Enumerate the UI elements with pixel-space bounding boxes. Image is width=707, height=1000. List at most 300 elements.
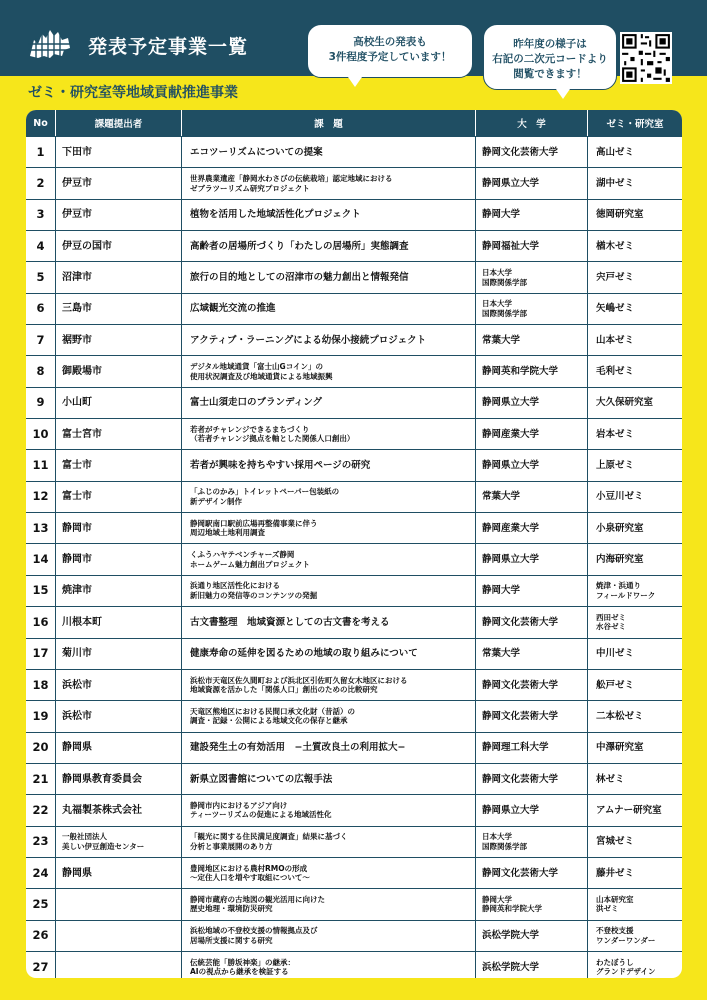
cell-org	[56, 450, 182, 480]
table-row	[26, 136, 682, 167]
table-row	[26, 606, 682, 637]
cell-no	[26, 921, 56, 951]
cell-lab-text: 湖中ゼミ	[596, 178, 635, 190]
cell-subject	[182, 795, 476, 825]
cell-lab-text: 山本ゼミ	[596, 334, 635, 346]
cell-university	[476, 889, 588, 919]
cell-subject-text: 若者がチャレンジできるまちづくり （若者チャレンジ拠点を軸とした関係人口創出）	[190, 424, 355, 444]
cell-no	[26, 889, 56, 919]
cell-lab-text: わたぼうし グランドデザイン	[596, 957, 656, 977]
cell-lab	[588, 764, 682, 794]
cell-university	[476, 795, 588, 825]
cell-university-text: 静岡県立大学	[482, 178, 540, 190]
cell-lab-text: 小泉研究室	[596, 522, 644, 534]
cell-subject	[182, 262, 476, 292]
cell-subject-text: 旅行の目的地としての沼津市の魅力創出と情報発信	[190, 272, 409, 284]
cell-lab	[588, 450, 682, 480]
column-header-org: 課題提出者	[56, 110, 182, 136]
cell-org-text: 浜松市	[62, 679, 92, 691]
cell-subject	[182, 168, 476, 198]
cell-no	[26, 670, 56, 700]
cell-subject-text: 静岡市内におけるアジア向け ティーツーリズムの促進による地域活性化	[190, 800, 332, 820]
cell-org-text: 焼津市	[62, 585, 92, 597]
table-row	[26, 481, 682, 512]
table-row	[26, 512, 682, 543]
cell-university	[476, 576, 588, 606]
cell-no	[26, 701, 56, 731]
cell-university-text: 静岡文化芸術大学	[482, 616, 559, 628]
cell-lab	[588, 952, 682, 978]
cell-subject	[182, 137, 476, 167]
cell-org	[56, 544, 182, 574]
cell-subject-text: 古文書整理 地域資源としての古文書を考える	[190, 616, 390, 628]
cell-org-text: 静岡市	[62, 522, 92, 534]
cell-org	[56, 670, 182, 700]
cell-no-text: 8	[36, 364, 45, 379]
cell-subject-text: くふうハヤテベンチャーズ静岡 ホームゲーム魅力創出プロジェクト	[190, 550, 310, 569]
cell-no	[26, 356, 56, 386]
table-row	[26, 199, 682, 230]
table-body	[26, 136, 682, 978]
table-row	[26, 669, 682, 700]
table-row	[26, 543, 682, 574]
cell-university	[476, 921, 588, 951]
table-row	[26, 575, 682, 606]
cell-lab-text: 宍戸ゼミ	[596, 272, 635, 284]
column-header-subject: 課 題	[182, 110, 476, 136]
cell-subject-text: 浜松地域の不登校支援の情報拠点及び 居場所支援に関する研究	[190, 926, 318, 945]
cell-no-text: 11	[32, 458, 49, 473]
cell-no	[26, 262, 56, 292]
table-row	[26, 638, 682, 669]
cell-org	[56, 764, 182, 794]
cell-university	[476, 388, 588, 418]
qr-code-icon[interactable]	[620, 32, 672, 84]
cell-org-text: 富士宮市	[62, 428, 102, 440]
cell-lab-text: 不登校支援 ワンダーワンダー	[596, 926, 656, 945]
table-row	[26, 261, 682, 292]
cell-university	[476, 952, 588, 978]
cell-no	[26, 827, 56, 857]
cell-university	[476, 733, 588, 763]
cell-no-text: 24	[32, 865, 49, 880]
cell-lab-text: 楢木ゼミ	[596, 240, 635, 252]
cell-org	[56, 294, 182, 324]
cell-subject-text: 新県立図書館についての広報手法	[190, 773, 333, 785]
table-row	[26, 449, 682, 480]
table-row	[26, 794, 682, 825]
table-row	[26, 763, 682, 794]
cell-no-text: 2	[36, 176, 45, 191]
table-row	[26, 700, 682, 731]
cell-university-text: 静岡文化芸術大学	[482, 146, 559, 158]
cell-subject-text: 「観光に関する住民満足度調査」結果に基づく 分析と事業展開のあり方	[190, 832, 348, 851]
cell-no	[26, 952, 56, 978]
cell-no-text: 5	[36, 270, 45, 285]
cell-lab	[588, 701, 682, 731]
cell-university	[476, 200, 588, 230]
cell-subject-text: 天竜区熊地区における民間口承文化財（昔話）の 調査・記録・公開による地域文化の保存と継承	[190, 706, 355, 726]
cell-subject	[182, 639, 476, 669]
bubble-line: 閲覧できます！	[513, 68, 587, 80]
cell-university-text: 静岡大学	[482, 585, 521, 597]
bubble-line: 昨年度の様子は	[513, 38, 587, 50]
cell-lab	[588, 356, 682, 386]
cell-lab-text: 藤井ゼミ	[596, 867, 635, 879]
table-row	[26, 324, 682, 355]
cell-lab	[588, 607, 682, 637]
cell-subject-text: 静岡駅南口駅前広場再整備事業に伴う 周辺地域土地利用調査	[190, 518, 318, 538]
cell-no-text: 18	[32, 677, 49, 692]
cell-university-text: 静岡大学 静岡英和学院大学	[482, 894, 542, 914]
cell-lab	[588, 419, 682, 449]
cell-no	[26, 733, 56, 763]
cell-org	[56, 356, 182, 386]
cell-no-text: 6	[36, 301, 45, 316]
cell-subject-text: 富士山須走口のブランディング	[190, 397, 323, 409]
cell-org-text: 下田市	[62, 146, 92, 158]
cell-lab	[588, 482, 682, 512]
cell-subject	[182, 356, 476, 386]
column-header-university: 大 学	[476, 110, 588, 136]
cell-university	[476, 670, 588, 700]
cell-university-text: 静岡県立大学	[482, 460, 540, 472]
cell-no	[26, 576, 56, 606]
cell-lab-text: 林ゼミ	[596, 773, 625, 785]
cell-org	[56, 639, 182, 669]
cell-no	[26, 325, 56, 355]
cell-university-text: 静岡福祉大学	[482, 240, 540, 252]
cell-lab	[588, 576, 682, 606]
column-header-lab: ゼミ・研究室	[606, 119, 664, 130]
shizuoka-map-logo-icon	[28, 26, 72, 60]
cell-no-text: 26	[32, 928, 49, 943]
cell-org	[56, 168, 182, 198]
table-row	[26, 293, 682, 324]
cell-subject-text: デジタル地域通貨「富士山Gコイン」の 使用状況調査及び地域通貨による地域振興	[190, 362, 333, 381]
cell-org-text: 丸福製茶株式会社	[62, 804, 142, 816]
cell-org	[56, 889, 182, 919]
cell-subject-text: 建設発生土の有効活用 −土質改良土の利用拡大−	[190, 742, 406, 754]
cell-lab	[588, 200, 682, 230]
speech-bubble-students	[307, 24, 473, 78]
table-row	[26, 888, 682, 919]
cell-org-text: 一般社団法人 美しい伊豆創造センター	[62, 832, 145, 851]
table-row	[26, 857, 682, 888]
cell-org-text: 静岡市	[62, 554, 92, 566]
cell-no	[26, 231, 56, 261]
cell-lab	[588, 262, 682, 292]
cell-subject-text: 「ふじのかみ」トイレットペーパー包装紙の 新デザイン制作	[190, 487, 340, 506]
cell-lab-text: 二本松ゼミ	[596, 710, 644, 722]
cell-university-text: 静岡県立大学	[482, 397, 540, 409]
cell-university	[476, 513, 588, 543]
cell-university	[476, 607, 588, 637]
cell-university	[476, 168, 588, 198]
cell-subject	[182, 419, 476, 449]
cell-org	[56, 607, 182, 637]
cell-university-text: 浜松学院大学	[482, 930, 540, 942]
cell-org	[56, 576, 182, 606]
cell-subject	[182, 231, 476, 261]
cell-university-text: 静岡文化芸術大学	[482, 773, 559, 785]
cell-university-text: 常葉大学	[482, 491, 521, 503]
cell-lab-text: 内海研究室	[596, 554, 644, 566]
cell-lab-text: 岩本ゼミ	[596, 428, 635, 440]
cell-subject	[182, 952, 476, 978]
cell-university	[476, 231, 588, 261]
cell-no-text: 4	[36, 238, 45, 253]
cell-university	[476, 356, 588, 386]
cell-subject-text: 豊岡地区における農村RMOの形成 〜定住人口を増やす取組について〜	[190, 863, 310, 883]
cell-subject	[182, 482, 476, 512]
cell-org-text: 三島市	[62, 303, 92, 315]
table-row	[26, 230, 682, 261]
cell-subject-text: 浜通り地区活性化における 新旧魅力の発信等のコンテンツの発掘	[190, 581, 318, 600]
cell-no	[26, 607, 56, 637]
cell-no	[26, 450, 56, 480]
cell-university	[476, 262, 588, 292]
cell-subject	[182, 670, 476, 700]
cell-no	[26, 200, 56, 230]
cell-subject-text: 植物を活用した地域活性化プロジェクト	[190, 209, 361, 221]
cell-subject	[182, 388, 476, 418]
cell-university	[476, 764, 588, 794]
cell-lab-text: 小豆川ゼミ	[596, 491, 644, 503]
table-header	[26, 110, 682, 136]
cell-org	[56, 952, 182, 978]
cell-subject-text: 静岡市蔵府の古地図の観光活用に向けた 歴史地理・環境防災研究	[190, 894, 325, 914]
cell-subject-text: 高齢者の居場所づくり「わたしの居場所」実態調査	[190, 240, 409, 252]
cell-no-text: 20	[32, 740, 49, 755]
cell-university-text: 静岡文化芸術大学	[482, 710, 559, 722]
cell-lab	[588, 670, 682, 700]
cell-lab-text: 高山ゼミ	[596, 146, 635, 158]
cell-university	[476, 325, 588, 355]
cell-no-text: 15	[32, 583, 49, 598]
cell-no	[26, 168, 56, 198]
cell-subject-text: 伝統芸能「勝坂神楽」の継承： AIの視点から継承を検証する	[190, 957, 295, 977]
cell-org-text: 菊川市	[62, 648, 92, 660]
cell-university	[476, 858, 588, 888]
cell-org-text: 浜松市	[62, 710, 92, 722]
cell-no-text: 21	[32, 771, 49, 786]
cell-org	[56, 137, 182, 167]
cell-org-text: 伊豆市	[62, 178, 92, 190]
cell-subject-text: 健康寿命の延伸を図るための地域の取り組みについて	[190, 648, 418, 660]
cell-lab-text: 矢嶋ゼミ	[596, 303, 635, 315]
cell-subject-text: 若者が興味を持ちやすい採用ページの研究	[190, 460, 371, 472]
cell-subject	[182, 576, 476, 606]
table-row	[26, 951, 682, 978]
page-title: 発表予定事業一覧	[88, 36, 249, 58]
cell-university	[476, 701, 588, 731]
cell-org	[56, 419, 182, 449]
cell-no	[26, 544, 56, 574]
cell-org-text: 静岡県教育委員会	[62, 773, 142, 785]
bubble-line: 右記の二次元コードより	[492, 53, 608, 65]
cell-subject-text: 広域観光交流の推進	[190, 303, 276, 315]
cell-lab-text: 焼津・浜通り フィールドワーク	[596, 581, 656, 600]
cell-no	[26, 513, 56, 543]
cell-no	[26, 764, 56, 794]
cell-subject	[182, 607, 476, 637]
projects-table	[26, 110, 682, 978]
cell-lab-text: 山本研究室 洪ゼミ	[596, 894, 634, 914]
cell-lab	[588, 544, 682, 574]
cell-lab	[588, 325, 682, 355]
cell-org	[56, 701, 182, 731]
cell-no-text: 9	[36, 395, 45, 410]
cell-lab-text: 舩戸ゼミ	[596, 679, 635, 691]
cell-org	[56, 231, 182, 261]
cell-lab	[588, 137, 682, 167]
cell-lab	[588, 231, 682, 261]
cell-university-text: 静岡産業大学	[482, 522, 540, 534]
cell-university-text: 静岡大学	[482, 209, 521, 221]
cell-no-text: 19	[32, 708, 49, 723]
cell-no-text: 12	[32, 489, 49, 504]
cell-university	[476, 294, 588, 324]
cell-subject	[182, 294, 476, 324]
cell-university-text: 静岡県立大学	[482, 554, 540, 566]
cell-university	[476, 137, 588, 167]
cell-no-text: 13	[32, 520, 49, 535]
cell-no-text: 23	[32, 834, 49, 849]
cell-lab-text: 上原ゼミ	[596, 460, 635, 472]
cell-subject	[182, 889, 476, 919]
cell-lab	[588, 795, 682, 825]
cell-org-text: 静岡県	[62, 867, 92, 879]
cell-university-text: 日本大学 国際関係学部	[482, 832, 527, 851]
table-row	[26, 920, 682, 951]
cell-university-text: 日本大学 国際関係学部	[482, 299, 527, 318]
cell-university	[476, 450, 588, 480]
cell-lab	[588, 827, 682, 857]
cell-lab	[588, 733, 682, 763]
cell-no-text: 10	[32, 426, 49, 441]
cell-org	[56, 200, 182, 230]
cell-org	[56, 482, 182, 512]
cell-university	[476, 419, 588, 449]
bubble-line: 3件程度予定しています！	[328, 51, 452, 63]
cell-subject	[182, 921, 476, 951]
cell-org-text: 小山町	[62, 397, 92, 409]
cell-no	[26, 388, 56, 418]
cell-university-text: 常葉大学	[482, 648, 521, 660]
cell-subject	[182, 200, 476, 230]
cell-org-text: 伊豆の国市	[62, 240, 112, 252]
cell-org-text: 伊豆市	[62, 209, 92, 221]
cell-lab	[588, 168, 682, 198]
cell-subject	[182, 513, 476, 543]
cell-no	[26, 639, 56, 669]
cell-no	[26, 482, 56, 512]
cell-lab	[588, 858, 682, 888]
cell-lab	[588, 513, 682, 543]
bubble-line: 高校生の発表も	[353, 36, 427, 48]
cell-no	[26, 795, 56, 825]
cell-subject	[182, 764, 476, 794]
table-row	[26, 418, 682, 449]
cell-university-text: 静岡産業大学	[482, 428, 540, 440]
cell-org	[56, 325, 182, 355]
cell-lab-text: 毛利ゼミ	[596, 366, 635, 378]
table-row	[26, 167, 682, 198]
cell-university-text: 静岡県立大学	[482, 804, 540, 816]
cell-lab-text: 西田ゼミ 水谷ゼミ	[596, 612, 626, 632]
cell-no-text: 14	[32, 552, 49, 567]
table-row	[26, 732, 682, 763]
cell-no-text: 27	[32, 959, 49, 974]
cell-org	[56, 827, 182, 857]
cell-lab-text: 宮城ゼミ	[596, 836, 635, 848]
cell-university	[476, 482, 588, 512]
cell-org-text: 富士市	[62, 460, 92, 472]
cell-university-text: 静岡理工科大学	[482, 742, 549, 754]
cell-lab	[588, 294, 682, 324]
cell-org	[56, 858, 182, 888]
cell-org-text: 御殿場市	[62, 366, 102, 378]
table-row	[26, 355, 682, 386]
cell-lab-text: 中川ゼミ	[596, 648, 635, 660]
cell-org-text: 富士市	[62, 491, 92, 503]
cell-university-text: 静岡文化芸術大学	[482, 867, 559, 879]
column-header-no: No	[26, 110, 56, 136]
cell-no-text: 3	[36, 207, 45, 222]
cell-no-text: 17	[32, 646, 49, 661]
table-row	[26, 826, 682, 857]
cell-subject	[182, 701, 476, 731]
cell-no-text: 25	[32, 896, 49, 911]
cell-lab	[588, 639, 682, 669]
cell-lab-text: アムナー研究室	[596, 804, 662, 816]
cell-subject	[182, 325, 476, 355]
cell-org	[56, 388, 182, 418]
cell-university-text: 浜松学院大学	[482, 961, 540, 973]
cell-subject	[182, 733, 476, 763]
cell-subject	[182, 544, 476, 574]
cell-subject-text: 世界農業遺産「静岡水わさびの伝統栽培」認定地域における ゼブラツーリズム研究プロジェクト	[190, 174, 393, 193]
cell-university	[476, 827, 588, 857]
cell-no-text: 22	[32, 802, 49, 817]
cell-subject	[182, 827, 476, 857]
cell-university-text: 常葉大学	[482, 334, 521, 346]
cell-subject-text: 浜松市天竜区佐久間町および浜北区引佐町久留女木地区における 地域資源を活かした「関係人口」創出のための比較研究	[190, 675, 408, 695]
cell-no-text: 7	[36, 332, 45, 347]
cell-no-text: 1	[36, 144, 45, 159]
cell-university-text: 静岡英和学院大学	[482, 366, 559, 378]
cell-subject	[182, 858, 476, 888]
cell-lab	[588, 388, 682, 418]
cell-org	[56, 262, 182, 292]
cell-org-text: 静岡県	[62, 742, 92, 754]
cell-lab-text: 中澤研究室	[596, 742, 644, 754]
cell-university	[476, 544, 588, 574]
cell-org-text: 裾野市	[62, 334, 92, 346]
cell-no-text: 16	[32, 614, 49, 629]
cell-org	[56, 513, 182, 543]
cell-no	[26, 419, 56, 449]
cell-no	[26, 858, 56, 888]
cell-org	[56, 795, 182, 825]
cell-university-text: 日本大学 国際関係学部	[482, 268, 527, 287]
cell-no	[26, 137, 56, 167]
table-row	[26, 387, 682, 418]
cell-org-text: 川根本町	[62, 616, 102, 628]
cell-org-text: 沼津市	[62, 272, 92, 284]
cell-org	[56, 921, 182, 951]
